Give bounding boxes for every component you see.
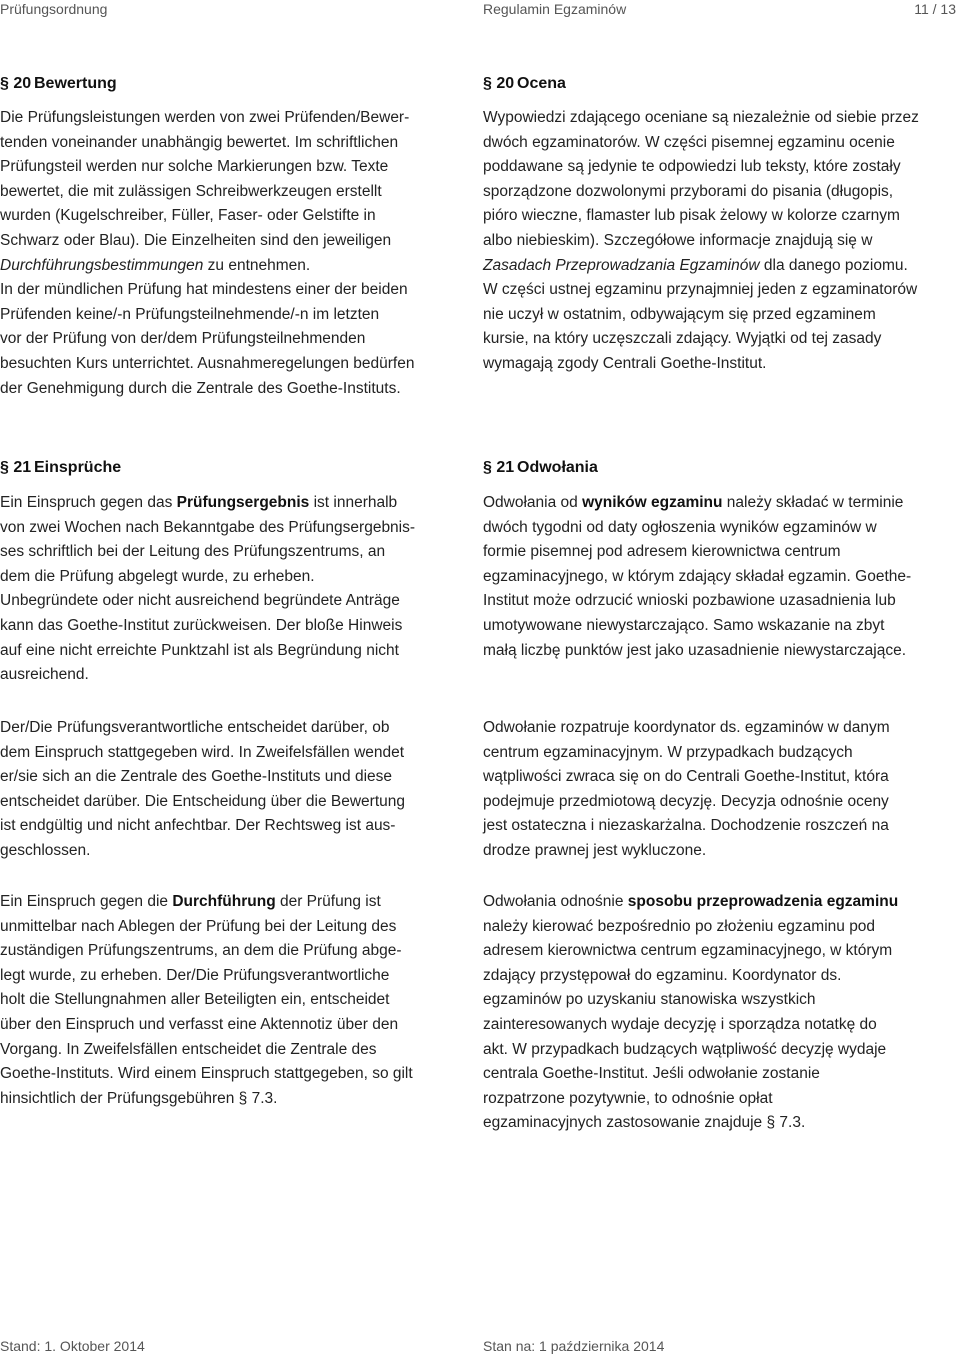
section-21-paragraph-3-pl — [483, 890, 957, 1136]
text-line — [483, 254, 957, 279]
text-line: holt die Stellungnahmen aller Beteiligten ein, entscheidet — [0, 991, 390, 1009]
text-line: drodze prawnej jest wykluczone. — [483, 841, 707, 859]
text-line: jest ostateczna i niezaskarżalna. Dochodzenie roszczeń na — [483, 817, 889, 835]
text-line: geschlossen. — [0, 841, 91, 859]
text-line: albo niebieskim). Szczegółowe informacje znajdują się w — [483, 231, 873, 249]
text-line: centrala Goethe-Institut. Jeśli odwołanie zostanie — [483, 1065, 820, 1083]
text-fragment: dla danego poziomu. — [759, 256, 908, 274]
text-line — [0, 890, 458, 915]
section-21-heading-pl — [483, 458, 598, 478]
text-line: zainteresowanych wydaje decyzję i sporządza notatkę do — [483, 1015, 877, 1033]
section-21-heading-de — [0, 458, 121, 478]
text-line — [0, 254, 458, 279]
text-line: ses schriftlich bei der Leitung des Prüfungszentrums, an — [0, 543, 386, 561]
section-21-paragraph-1-pl — [483, 491, 957, 663]
text-fragment: należy składać w terminie — [722, 494, 904, 511]
text-line: dwóch tygodni od daty ogłoszenia wyników egzaminów w — [483, 518, 877, 536]
text-line: über den Einspruch und verfasst eine Aktennotiz über den — [0, 1015, 399, 1033]
text-line: zdający przystępował do egzaminu. Koordynator ds. — [483, 966, 842, 984]
text-fragment: Ein Einspruch gegen das — [0, 494, 177, 511]
text-line: er/sie sich an die Zentrale des Goethe-Instituts und diese — [0, 768, 393, 786]
text-line: ausreichend. — [0, 666, 89, 684]
text-line: Vorgang. In Zweifelsfällen entscheidet die Zentrale des — [0, 1040, 377, 1058]
text-line: pióro wieczne, flamaster lub pisak żelowy w kolorze czarnym — [483, 207, 900, 225]
text-line: vor der Prüfung von der/dem Prüfungsteilnehmenden — [0, 330, 366, 348]
text-line: wątpliwości zwraca się on do Centrali Goethe-Institut, która — [483, 768, 889, 786]
section-number: § 20 — [483, 75, 515, 92]
footer-date-de: Stand: 1. Oktober 2014 — [0, 1338, 145, 1354]
section-21-paragraph-1-de — [0, 491, 458, 688]
document-reference: Zasadach Przeprowadzania Egzaminów — [483, 256, 760, 274]
footer-date-pl: Stan na: 1 października 2014 — [483, 1338, 665, 1354]
paragraph — [483, 491, 957, 663]
text-line: auf eine nicht erreichte Punktzahl ist als Begründung nicht — [0, 641, 399, 659]
text-line: należy kierować bezpośrednio po złożeniu egzaminu pod — [483, 917, 876, 935]
text-fragment: Ein Einspruch gegen die — [0, 893, 173, 910]
text-line: von zwei Wochen nach Bekanntgabe des Prüfungsergebnis- — [0, 518, 416, 536]
text-line: formie pisemnej pod adresem kierownictwa centrum — [483, 543, 841, 561]
section-21-paragraph-2-pl — [483, 716, 957, 864]
document-reference: Durchführungsbestimmungen — [0, 256, 204, 274]
emphasis-term: Durchführung — [172, 893, 276, 910]
text-line: dem die Prüfung abgelegt wurde, zu erheben. — [0, 567, 315, 585]
text-line: Goethe-Instituts. Wird einem Einspruch stattgegeben, so gilt — [0, 1065, 413, 1083]
text-line: hinsichtlich der Prüfungsgebühren § 7.3. — [0, 1089, 278, 1107]
text-line: małą liczbę punktów jest jako uzasadnienie niewystarczające. — [483, 641, 907, 659]
text-fragment: Odwołania odnośnie — [483, 893, 628, 910]
section-title: Einsprüche — [34, 459, 122, 476]
text-line: entscheidet darüber. Die Entscheidung über die Bewertung — [0, 792, 405, 810]
emphasis-term: Prüfungsergebnis — [176, 494, 310, 511]
text-line: Prüfenden keine/-n Prüfungsteilnehmende/-n im letzten — [0, 305, 380, 323]
text-line: der Genehmigung durch die Zentrale des Goethe-Instituts. — [0, 379, 401, 397]
emphasis-term: sposobu przeprowadzenia egzaminu — [627, 893, 899, 910]
page-number: 11 / 13 — [914, 1, 956, 17]
paragraph — [0, 106, 458, 401]
text-fragment: Odwołania od — [483, 494, 583, 511]
text-line: adresem kierownictwa centrum egzaminacyjnego, w którym — [483, 942, 893, 960]
paragraph — [0, 491, 458, 688]
text-line: nie uczył w ostatnim, odbywającym się przed egzaminem — [483, 305, 876, 323]
text-line: Der/Die Prüfungsverantwortliche entscheidet darüber, ob — [0, 719, 390, 736]
text-line: poddawane są jedynie te odpowiedzi lub teksty, które zostały — [483, 158, 901, 176]
section-20-body-pl — [483, 106, 957, 377]
text-line: akt. W przypadkach budzących wątpliwość decyzję wydaje — [483, 1040, 887, 1058]
header-document-title-de: Prüfungsordnung — [0, 1, 108, 17]
section-number: § 21 — [483, 459, 515, 476]
section-20-body-de — [0, 106, 458, 401]
text-line: besuchten Kurs unterrichtet. Ausnahmeregelungen bedürfen — [0, 354, 415, 372]
text-line — [0, 491, 458, 516]
text-line — [483, 890, 957, 915]
text-line: Odwołanie rozpatruje koordynator ds. egzaminów w danym — [483, 719, 890, 736]
text-line: Wypowiedzi zdającego oceniane są niezależnie od siebie przez — [483, 109, 919, 126]
text-line: kursie, na który uczęszczali zdający. Wyjątki od tej zasady — [483, 330, 882, 348]
text-line: dwóch egzaminatorów. W części pisemnej egzaminu ocenie — [483, 133, 895, 151]
section-title: Ocena — [517, 75, 566, 92]
header-document-title-pl: Regulamin Egzaminów — [483, 1, 627, 17]
section-21-paragraph-3-de — [0, 890, 458, 1111]
text-line: umotywowane niewystarczająco. Samo wskazanie na zbyt — [483, 616, 885, 634]
paragraph — [483, 890, 957, 1136]
section-title: Odwołania — [517, 459, 598, 476]
text-line: Die Prüfungsleistungen werden von zwei Prüfenden/Bewer- — [0, 109, 410, 126]
text-line: In der mündlichen Prüfung hat mindestens einer der beiden — [0, 281, 408, 299]
paragraph — [0, 890, 458, 1111]
text-line: Institut może odrzucić wnioski pozbawione uzasadnienia lub — [483, 592, 896, 610]
text-fragment: ist innerhalb — [309, 494, 398, 511]
text-line: zuständigen Prüfungszentrums, an dem die Prüfung abge- — [0, 942, 402, 960]
text-line: podejmuje przedmiotową decyzję. Decyzja odnośnie oceny — [483, 792, 889, 810]
text-line: bewertet, die mit zulässigen Schreibwerkzeugen erstellt — [0, 182, 382, 200]
text-line: Schwarz oder Blau). Die Einzelheiten sind den jeweiligen — [0, 231, 392, 249]
text-line: ist endgültig und nicht anfechtbar. Der Rechtsweg ist aus- — [0, 817, 396, 835]
paragraph — [0, 716, 458, 864]
text-line: egzaminacyjnych zastosowanie znajduje § 7.3. — [483, 1114, 806, 1132]
text-line: unmittelbar nach Ablegen der Prüfung bei der Leitung des — [0, 917, 397, 935]
text-line: Prüfungsteil werden nur solche Markierungen bzw. Texte — [0, 158, 389, 176]
text-line — [483, 491, 957, 516]
section-20-heading-de — [0, 74, 117, 94]
section-20-heading-pl — [483, 74, 566, 94]
section-title: Bewertung — [34, 75, 117, 92]
text-line: legt wurde, zu erheben. Der/Die Prüfungsverantwortliche — [0, 966, 390, 984]
text-line: rozpatrzone pozytywnie, to odnośnie opłat — [483, 1089, 773, 1107]
text-fragment: zu entnehmen. — [203, 256, 311, 274]
text-line: egzaminacyjnego, w którym zdający składał egzamin. Goethe- — [483, 567, 912, 585]
section-number: § 20 — [0, 75, 32, 92]
text-line: sporządzone dozwolonymi przyborami do pisania (długopis, — [483, 182, 894, 200]
emphasis-term: wyników egzaminu — [582, 494, 723, 511]
text-line: tenden voneinander unabhängig bewertet. Im schriftlichen — [0, 133, 399, 151]
section-21-paragraph-2-de — [0, 716, 458, 864]
text-line: kann das Goethe-Institut zurückweisen. Der bloße Hinweis — [0, 616, 403, 634]
section-number: § 21 — [0, 459, 32, 476]
text-fragment: der Prüfung ist — [275, 893, 381, 910]
text-line: dem Einspruch stattgegeben wird. In Zweifelsfällen wendet — [0, 743, 405, 761]
text-line: wurden (Kugelschreiber, Füller, Faser- oder Gelstifte in — [0, 207, 376, 225]
text-line: wymagają zgody Centrali Goethe-Institut. — [483, 354, 767, 372]
paragraph — [483, 106, 957, 377]
text-line: centrum egzaminacyjnym. W przypadkach budzących — [483, 743, 853, 761]
text-line: egzaminów po uzyskaniu stanowiska wszystkich — [483, 991, 816, 1009]
text-line: Unbegründete oder nicht ausreichend begründete Anträge — [0, 592, 400, 610]
paragraph — [483, 716, 957, 864]
text-line: W części ustnej egzaminu przynajmniej jeden z egzaminatorów — [483, 281, 918, 299]
